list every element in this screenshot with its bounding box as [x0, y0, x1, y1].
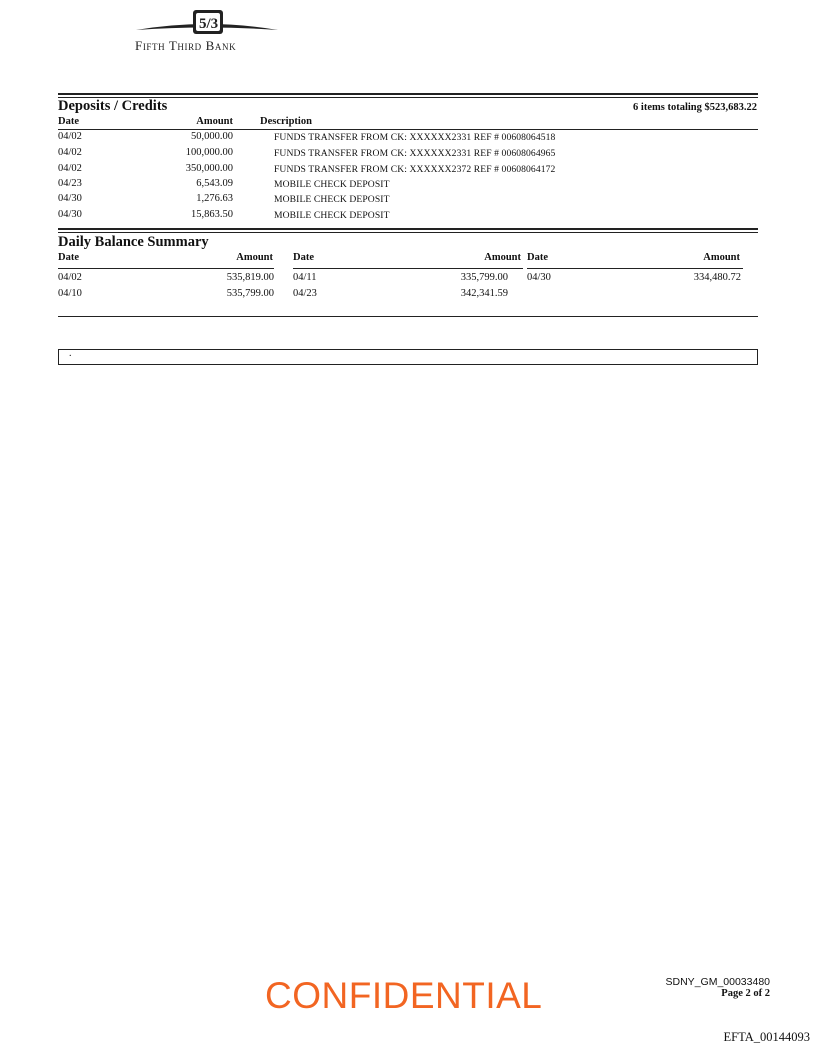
deposit-date: 04/30: [58, 193, 82, 204]
balance-top-rule: [58, 228, 758, 230]
deposit-date: 04/23: [58, 178, 82, 189]
deposit-date: 04/02: [58, 131, 82, 142]
daily-balance-title: Daily Balance Summary: [58, 234, 209, 250]
balance-date: 04/10: [58, 288, 82, 299]
balance-top-rule-thin: [58, 232, 758, 233]
balance-amount: 535,819.00: [226, 272, 274, 283]
balance-header-amount: Amount: [484, 252, 521, 263]
bank-name: Fifth Third Bank: [135, 38, 237, 53]
top-rule: [58, 93, 758, 95]
deposit-description: MOBILE CHECK DEPOSIT: [274, 179, 390, 190]
deposit-description: FUNDS TRANSFER FROM CK: XXXXXX2331 REF # 00608064518: [274, 132, 556, 143]
svg-text:5/3: 5/3: [199, 16, 219, 32]
deposits-header-description: Description: [260, 116, 312, 127]
deposits-title: Deposits / Credits: [58, 98, 168, 114]
deposits-summary: 6 items totaling $523,683.22: [633, 102, 757, 113]
balance-amount: 342,341.59: [460, 288, 508, 299]
balance-header-date: Date: [58, 252, 79, 263]
deposit-date: 04/02: [58, 163, 82, 174]
balance-amount: 335,799.00: [460, 272, 508, 283]
page-number: Page 2 of 2: [721, 988, 770, 999]
summary-box-text: .: [69, 348, 72, 359]
deposit-amount: 6,543.09: [196, 178, 233, 189]
balance-header-date: Date: [293, 252, 314, 263]
deposits-header-date: Date: [58, 116, 79, 127]
balance-date: 04/11: [293, 272, 317, 283]
balance-col-rule: [293, 268, 523, 269]
deposit-date: 04/02: [58, 147, 82, 158]
deposits-header-rule: [58, 129, 758, 130]
balance-header-date: Date: [527, 252, 548, 263]
deposits-header-amount: Amount: [196, 116, 233, 127]
deposit-amount: 50,000.00: [191, 131, 233, 142]
balance-header-amount: Amount: [703, 252, 740, 263]
deposit-amount: 15,863.50: [191, 209, 233, 220]
bates-number: SDNY_GM_00033480: [665, 976, 770, 988]
confidential-stamp: CONFIDENTIAL: [265, 975, 543, 1016]
deposit-amount: 350,000.00: [185, 163, 233, 174]
balance-amount: 334,480.72: [693, 272, 741, 283]
balance-date: 04/30: [527, 272, 551, 283]
bank-logo-icon: [132, 8, 282, 40]
deposit-date: 04/30: [58, 209, 82, 220]
deposit-description: FUNDS TRANSFER FROM CK: XXXXXX2331 REF # 00608064965: [274, 148, 556, 159]
deposit-amount: 100,000.00: [185, 147, 233, 158]
bank-logo: [132, 8, 282, 58]
deposit-amount: 1,276.63: [196, 193, 233, 204]
balance-col-rule: [527, 268, 743, 269]
balance-date: 04/02: [58, 272, 82, 283]
deposit-description: MOBILE CHECK DEPOSIT: [274, 210, 390, 221]
balance-header-amount: Amount: [236, 252, 273, 263]
balance-amount: 535,799.00: [226, 288, 274, 299]
balance-bottom-rule: [58, 316, 758, 317]
deposit-description: MOBILE CHECK DEPOSIT: [274, 194, 390, 205]
efta-number: EFTA_00144093: [723, 1030, 810, 1044]
summary-box: [58, 349, 758, 365]
balance-date: 04/23: [293, 288, 317, 299]
balance-col-rule: [58, 268, 274, 269]
deposit-description: FUNDS TRANSFER FROM CK: XXXXXX2372 REF # 00608064172: [274, 164, 556, 175]
